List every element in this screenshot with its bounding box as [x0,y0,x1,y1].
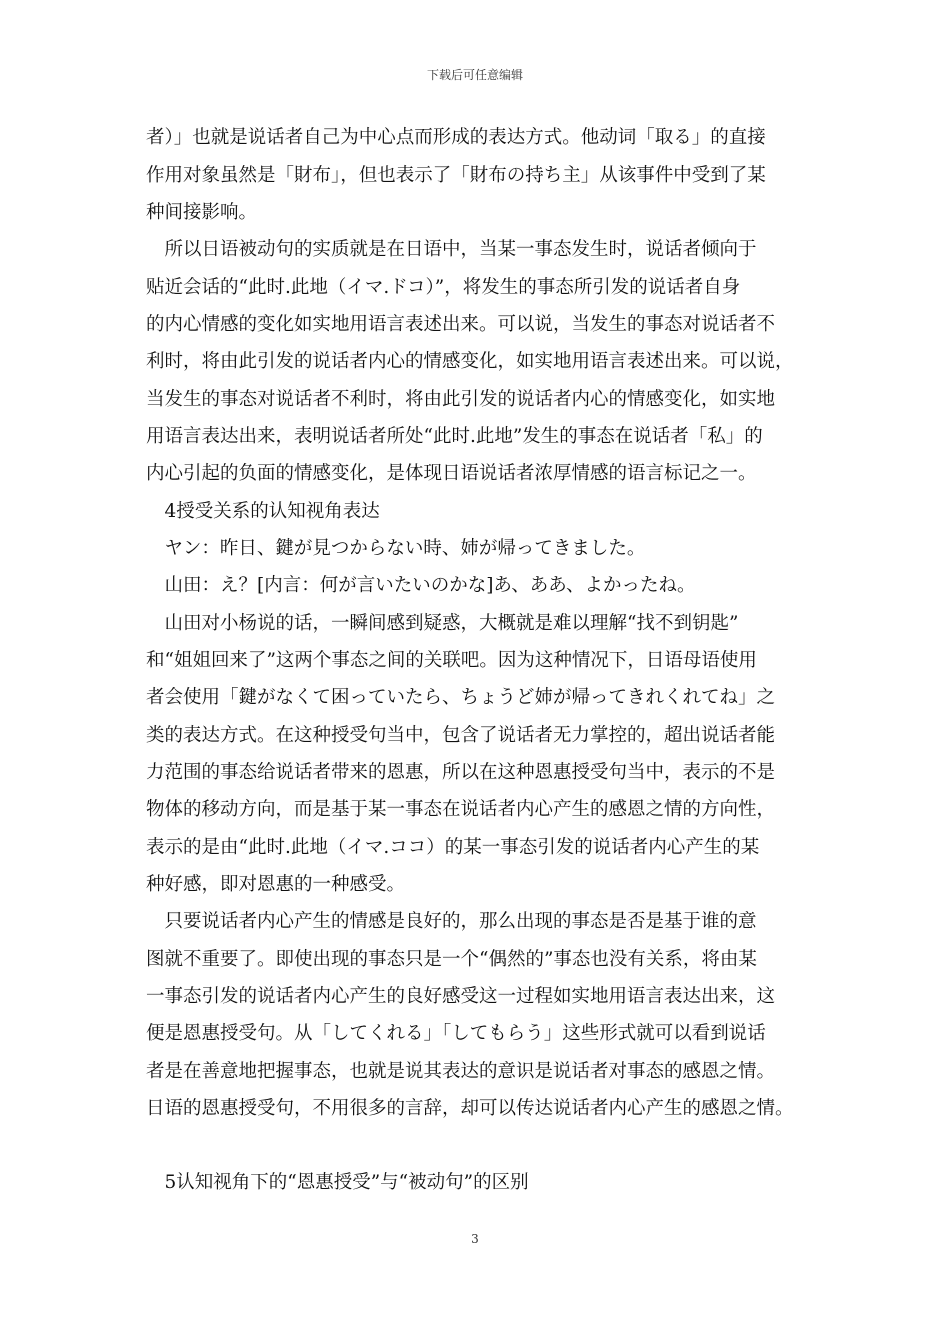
page-header: 下载后可任意编辑 [426,68,523,82]
paragraph-line: 的内心情感的变化如实地用语言表述出来。可以说，当发生的事态对说话者不 [146,314,776,335]
paragraph-line: 便是恩惠授受句。从「してくれる」「してもらう」这些形式就可以看到说话 [146,1023,766,1044]
paragraph-line: 内心引起的负面的情感变化，是体现日语说话者浓厚情感的语言标记之一。 [146,463,757,484]
paragraph-line: 种好感，即对恩惠的一种感受。 [146,874,406,895]
section-heading: 4授受关系的认知视角表达 [146,501,380,522]
page-number: 3 [471,1232,479,1246]
paragraph-line: 利时，将由此引发的说话者内心的情感变化，如实地用语言表述出来。可以说， [146,351,794,372]
paragraph-line: 一事态引发的说话者内心产生的良好感受这一过程如实地用语言表达出来，这 [146,986,776,1007]
paragraph-line: 种间接影响。 [146,202,258,223]
dialogue-line: ヤン：昨日、鍵が見つからない時、姉が帰ってきました。 [146,538,646,559]
paragraph-line: 图就不重要了。即使出现的事态只是一个“偶然的”事态也没有关系，将由某 [146,949,757,970]
paragraph-line: 只要说话者内心产生的情感是良好的，那么出现的事态是否是基于谁的意 [146,911,757,932]
paragraph-line: 日语的恩惠授受句，不用很多的言辞，却可以传达说话者内心产生的感恩之情。 [146,1098,794,1119]
paragraph-line: 山田对小杨说的话，一瞬间感到疑惑，大概就是难以理解“找不到钥匙” [146,613,739,634]
paragraph-line: 作用对象虽然是「財布」，但也表示了「財布の持ち主」从该事件中受到了某 [146,165,766,186]
dialogue-line: 山田：え？[内言：何が言いたいのかな]あ、ああ、よかったね。 [146,575,696,596]
section-heading: 5认知视角下的“恩惠授受”与“被动句”的区别 [146,1172,529,1193]
paragraph-line: 者是在善意地把握事态，也就是说其表达的意识是说话者对事态的感恩之情。 [146,1061,776,1082]
paragraph-line: 所以日语被动句的实质就是在日语中，当某一事态发生时，说话者倾向于 [146,239,757,260]
paragraph-line: 类的表达方式。在这种授受句当中，包含了说话者无力掌控的，超出说话者能 [146,725,776,746]
paragraph-line: 力范围的事态给说话者带来的恩惠，所以在这种恩惠授受句当中，表示的不是 [146,762,776,783]
paragraph-line: 表示的是由“此时.此地（イマ.ココ）的某一事态引发的说话者内心产生的某 [146,837,760,858]
paragraph-line: 者）」也就是说话者自己为中心点而形成的表达方式。他动词「取る」的直接 [146,127,766,148]
paragraph-line: 当发生的事态对说话者不利时，将由此引发的说话者内心的情感变化，如实地 [146,389,776,410]
paragraph-line: 者会使用「鍵がなくて困っていたら、ちょうど姉が帰ってきれくれてね」之 [146,687,776,708]
paragraph-line: 和“姐姐回来了”这两个事态之间的关联吧。因为这种情况下，日语母语使用 [146,650,757,671]
paragraph-line: 贴近会话的“此时.此地（イマ.ドコ）”，将发生的事态所引发的说话者自身 [146,277,741,298]
paragraph-line: 物体的移动方向，而是基于某一事态在说话者内心产生的感恩之情的方向性， [146,799,776,820]
paragraph-line: 用语言表达出来，表明说话者所处“此时.此地”发生的事态在说话者「私」的 [146,426,763,447]
